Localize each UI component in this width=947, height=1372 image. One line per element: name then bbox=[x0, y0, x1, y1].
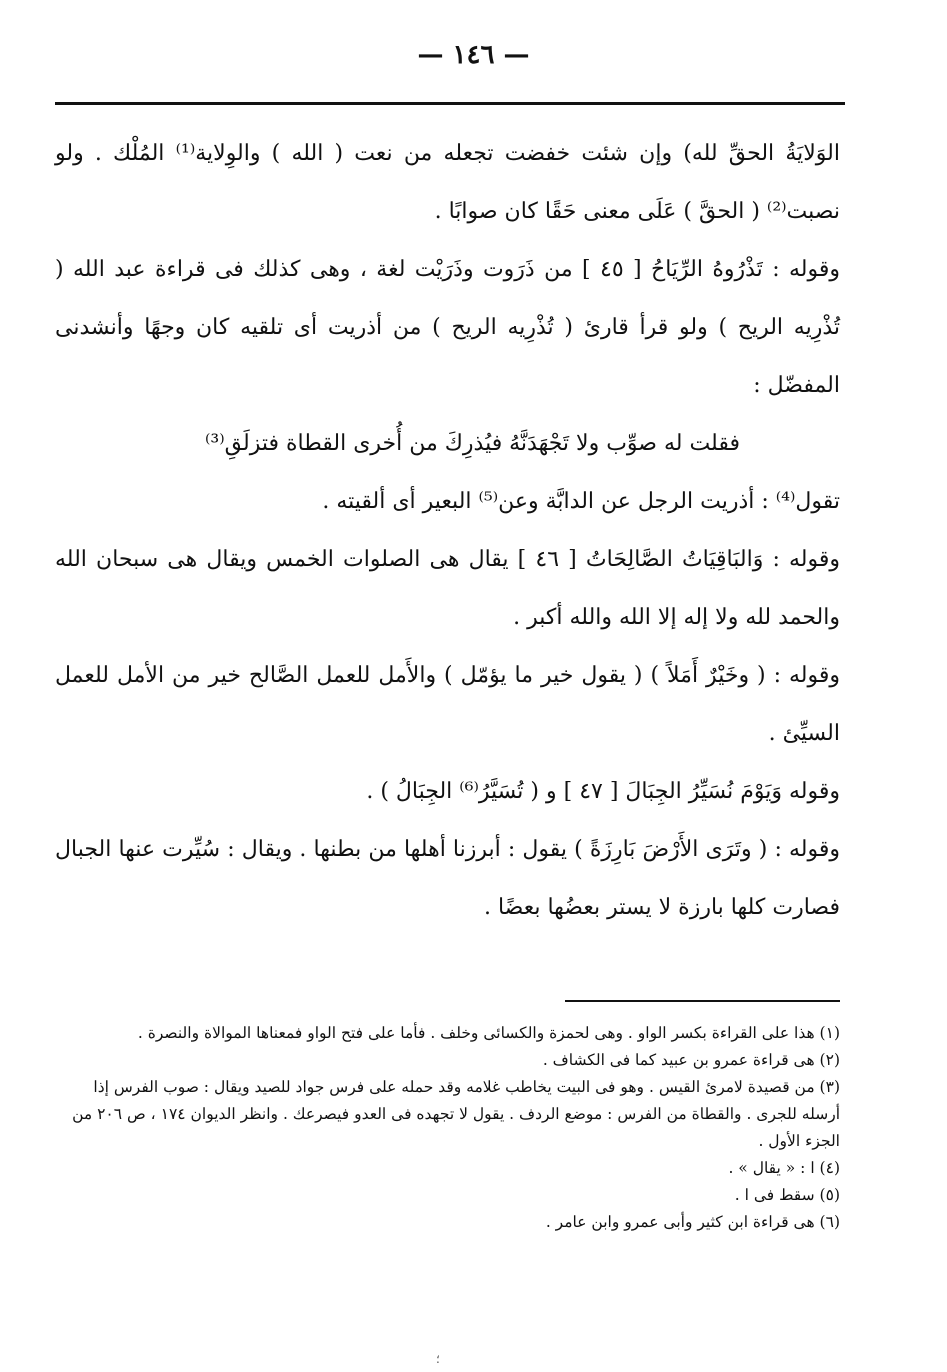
paragraph-1: الوَلايَةُ الحقِّ لله) وإن شئت خفضت تجعله من نعت ( الله ) والوِلاية⁽¹⁾ المُلْك . ولو نصبت⁽²⁾ ( الحقَّ ) عَلَى معنى حَقًا كان صوابًا . bbox=[55, 141, 840, 224]
paragraph-7: وقوله : ( وتَرَى الأَرْضَ بَارِزَةً ) يقول : أبرزنا أهلها من بطنها . ويقال : سُيِّرت عنها الجبال فصارت كلها بارزة لا يستر بعضُها بعضًا . bbox=[55, 837, 840, 920]
verse-hemistich-right: فقلت له صوِّب ولا تَجْهَدَنَّهُ bbox=[509, 431, 740, 456]
verse-hemistich-left: فيُذرِكَ من أُخرى القطاة فتزلَقِ⁽³⁾ bbox=[205, 431, 503, 456]
paragraph-6: وقوله وَيَوْمَ نُسَيِّرُ الجِبَالَ [ ٤٧ ] و ( تُسَيَّرُ⁽⁶⁾ الجِبَالُ ) . bbox=[366, 779, 840, 804]
footnote-4: (٤) ا : « يقال » . bbox=[728, 1159, 840, 1177]
paragraph-3: تقول⁽⁴⁾ : أذريت الرجل عن الدابَّة وعن⁽⁵⁾ البعير أى ألقيته . bbox=[322, 489, 840, 514]
main-text bbox=[55, 125, 840, 937]
bottom-mark: ؛ bbox=[436, 1352, 440, 1366]
paragraph-5: وقوله : ( وخَيْرٌ أَمَلاً ) ( يقول خير ما يؤمّل ) والأَمل للعمل الصَّالح خير من الأمل للعمل السيِّئ . bbox=[55, 663, 840, 746]
page-number: — ١٤٦ — bbox=[417, 40, 530, 70]
footnote-1: (١) هذا على القراءة بكسر الواو . وهى لحمزة والكسائى وخلف . فأما على فتح الواو فمعناها الموالاة والنصرة . bbox=[137, 1024, 840, 1042]
paragraph-4: وقوله : وَالبَاقِيَاتُ الصَّالِحَاتُ [ ٤٦ ] يقال هى الصلوات الخمس ويقال هى سبحان الله والحمد لله ولا إله إلا الله والله أكبر . bbox=[55, 547, 841, 630]
header-rule bbox=[55, 102, 845, 105]
footnote-2: (٢) هى قراءة عمرو بن عبيد كما فى الكشاف . bbox=[542, 1051, 840, 1069]
footnotes bbox=[55, 1020, 840, 1236]
paragraph-2: وقوله : تَذْرُوهُ الرِّيَاحُ [ ٤٥ ] من ذَرَوت وذَرَيْت لغة ، وهى كذلك فى قراءة عبد الله ( تُذْرِيه الريح ) ولو قرأ قارئ ( تُذْرِيه الريح ) من أذريت أى تلقيه كان وجهًا وأنشدنى المفضّل : bbox=[55, 257, 840, 398]
footnote-rule bbox=[565, 1000, 840, 1002]
footnote-5: (٥) سقط فى ا . bbox=[734, 1186, 840, 1204]
footnote-6: (٦) هى قراءة ابن كثير وأبى عمرو وابن عامر . bbox=[545, 1213, 840, 1231]
verse-line bbox=[55, 415, 840, 473]
footnote-3: (٣) من قصيدة لامرئ القيس . وهو فى البيت يخاطب غلامه وقد حمله على فرس جواد للصيد ويقال : صوب الفرس إذا أرسله للجرى . والقطاة من الفرس : موضع الردف . يقول لا تجهده فى العدو فيصرعك . وانظر الديوان ١٧٤ ، ص ٢٠٦ من الجزء الأول . bbox=[72, 1078, 840, 1150]
